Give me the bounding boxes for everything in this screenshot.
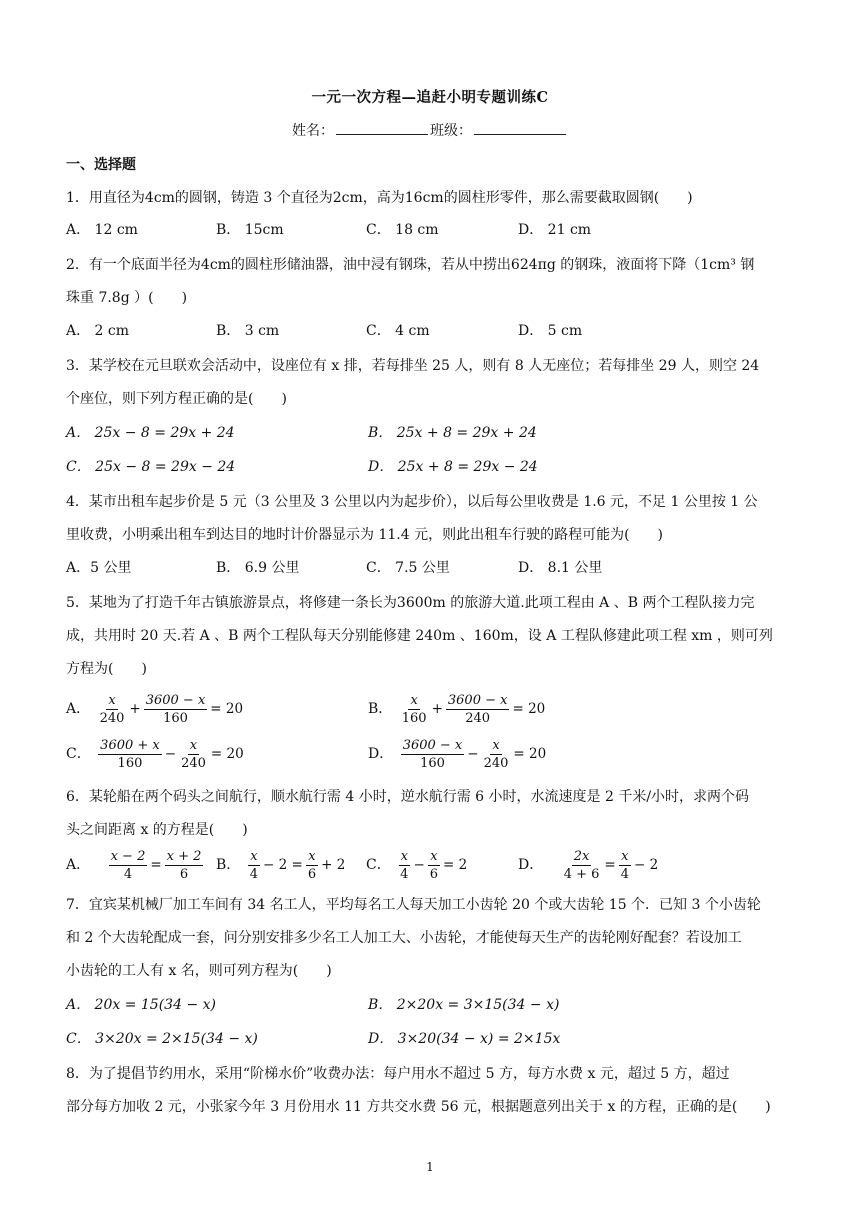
- denominator: 240: [99, 710, 125, 726]
- operator: − 2 =: [263, 857, 303, 873]
- class-blank: [474, 122, 566, 135]
- fraction: [179, 737, 208, 772]
- option-d-label: D．: [518, 857, 544, 873]
- option-b: B． 2×20x = 3×15(34 − x): [368, 997, 560, 1013]
- numerator: 3600 − x: [145, 692, 206, 708]
- question-4-options: [66, 556, 796, 580]
- question-6-line2: 头之间距离 x 的方程是( ): [66, 822, 248, 838]
- question-5: [66, 591, 796, 681]
- question-3: [66, 354, 796, 411]
- denominator: 4 + 6: [563, 866, 600, 882]
- question-8: [66, 1062, 796, 1119]
- denominator: 240: [465, 710, 491, 726]
- fraction: [619, 848, 631, 883]
- fraction: [144, 692, 208, 727]
- option-a: A．5 公里: [66, 560, 132, 576]
- option-a-label: A．: [66, 857, 91, 873]
- option-b: [368, 690, 545, 728]
- numerator: x − 2: [110, 848, 146, 864]
- option-b-label: B．: [368, 701, 393, 717]
- operator: +: [431, 701, 443, 717]
- fraction: [98, 737, 162, 772]
- denominator: 240: [483, 755, 509, 771]
- denominator: 160: [420, 755, 445, 771]
- option-b: B． 6.9 公里: [216, 560, 300, 576]
- option-c: C． 25x − 8 = 29x − 24: [66, 459, 236, 475]
- option-c-label: C．: [66, 746, 91, 762]
- name-class-row: [0, 120, 860, 140]
- denominator: 160: [117, 755, 143, 771]
- question-5-line2: 成，共用时 20 天.若 A 、B 两个工程队每天分别能修建 240m 、160m，设 A 工程队修建此项工程 xm ，则可列: [66, 628, 773, 644]
- numerator: x: [430, 848, 438, 864]
- question-8-line2: 部分每方加收 2 元，小张家今年 3 月份用水 11 方共交水费 56 元，根据题意列出关于 x 的方程，正确的是( ): [66, 1099, 771, 1115]
- option-c: C． 7.5 公里: [366, 560, 450, 576]
- option-a: [66, 690, 243, 728]
- option-a: A． 2 cm: [66, 323, 130, 339]
- page-number: 1: [426, 1160, 434, 1174]
- name-blank: [336, 122, 428, 135]
- option-d: D． 21 cm: [518, 222, 592, 238]
- numerator: 3600 + x: [100, 737, 160, 753]
- fraction: [401, 737, 465, 772]
- right-hand-side: = 20: [210, 746, 244, 762]
- question-5-options-row1: [66, 690, 796, 728]
- right-hand-side: = 2: [443, 857, 468, 873]
- numerator: 2x: [573, 848, 590, 864]
- option-b-label: B．: [216, 857, 241, 873]
- fraction: [109, 848, 148, 883]
- denominator: 4: [620, 866, 629, 882]
- operator: −: [413, 857, 425, 873]
- option-c: [366, 846, 467, 884]
- option-a-label: A．: [66, 701, 91, 717]
- numerator: x: [400, 848, 408, 864]
- denominator: 6: [429, 866, 439, 882]
- class-label: 班级：: [430, 123, 472, 139]
- option-a: A． 12 cm: [66, 222, 138, 238]
- option-c: C． 4 cm: [366, 323, 430, 339]
- question-2: [66, 253, 796, 310]
- question-4-line2: 里收费，小明乘出租车到达目的地时计价器显示为 11.4 元，则此出租车行驶的路程可能为( ): [66, 527, 663, 543]
- fraction: [482, 737, 511, 772]
- fraction: [562, 848, 602, 883]
- question-5-options-row2: [66, 735, 796, 773]
- option-d: D． 5 cm: [518, 323, 583, 339]
- numerator: x + 2: [166, 848, 202, 864]
- option-d: [518, 846, 658, 884]
- operator: +: [129, 701, 141, 717]
- right-hand-side: = 20: [210, 701, 244, 717]
- denominator: 160: [163, 710, 188, 726]
- option-a: [66, 846, 206, 884]
- operator: =: [604, 857, 616, 873]
- question-7-options-row1: [66, 993, 796, 1017]
- question-7-line1: 7．宜宾某机械厂加工车间有 34 名工人，平均每名工人每天加工小齿轮 20 个或大齿轮 15 个．已知 3 个小齿轮: [66, 897, 761, 913]
- question-6-line1: 6．某轮船在两个码头之间航行，顺水航行需 4 小时，逆水航行需 6 小时，水流速度是 2 千米/小时，求两个码: [66, 789, 750, 805]
- operator: =: [150, 857, 162, 873]
- right-hand-side: + 2: [321, 857, 346, 873]
- numerator: 3600 − x: [447, 692, 508, 708]
- question-1: [66, 186, 796, 210]
- question-5-line1: 5．某地为了打造千年古镇旅游景点，将修建一条长为3600m 的旅游大道.此项工程由 A 、B 两个工程队接力完: [66, 595, 755, 611]
- question-4-line1: 4．某市出租车起步价是 5 元（3 公里及 3 公里以内为起步价），以后每公里收费是 1.6 元，不足 1 公里按 1 公: [66, 494, 758, 510]
- option-d: D． 8.1 公里: [518, 560, 603, 576]
- option-b: B． 15cm: [216, 222, 284, 238]
- question-7-options-row2: [66, 1027, 796, 1051]
- option-c: C． 3×20x = 2×15(34 − x): [66, 1031, 258, 1047]
- fraction: [248, 848, 260, 883]
- fraction: [428, 848, 440, 883]
- option-c: [66, 735, 244, 773]
- question-8-line1: 8．为了提倡节约用水，采用“阶梯水价”收费办法：每户用水不超过 5 方，每方水费 x 元，超过 5 方，超过: [66, 1066, 730, 1082]
- option-a: A． 20x = 15(34 − x): [66, 997, 216, 1013]
- question-3-options-row2: [66, 455, 796, 479]
- question-1-options: [66, 218, 796, 242]
- option-c-label: C．: [366, 857, 391, 873]
- fraction: [98, 692, 127, 727]
- option-a: A． 25x − 8 = 29x + 24: [66, 425, 235, 441]
- numerator: x: [250, 848, 258, 864]
- denominator: 4: [123, 866, 133, 882]
- denominator: 4: [249, 866, 259, 882]
- right-hand-side: = 20: [512, 701, 546, 717]
- question-3-line2: 个座位，则下列方程正确的是( ): [66, 391, 287, 407]
- numerator: 3600 − x: [402, 737, 463, 753]
- question-6: [66, 785, 796, 842]
- numerator: x: [108, 692, 116, 708]
- question-3-options-row1: [66, 421, 796, 445]
- question-7: [66, 893, 796, 983]
- numerator: x: [189, 737, 198, 753]
- numerator: x: [410, 692, 418, 708]
- numerator: x: [621, 848, 629, 864]
- question-5-line3: 方程为( ): [66, 661, 147, 677]
- option-d: D． 25x + 8 = 29x − 24: [368, 459, 538, 475]
- option-b: B． 25x + 8 = 29x + 24: [368, 425, 537, 441]
- denominator: 160: [401, 710, 427, 726]
- denominator: 4: [400, 866, 409, 882]
- question-2-line1: 2．有一个底面半径为4cm的圆柱形储油器，油中浸有钢珠，若从中捞出624πg 的钢珠，液面将下降（1cm³ 钢: [66, 257, 755, 273]
- denominator: 6: [179, 866, 189, 882]
- denominator: 240: [181, 755, 206, 771]
- fraction: [400, 692, 429, 727]
- question-2-line2: 珠重 7.8g ）( ): [66, 290, 188, 306]
- right-hand-side: − 2: [633, 857, 659, 873]
- denominator: 6: [307, 866, 317, 882]
- fraction: [165, 848, 204, 883]
- question-3-line1: 3．某学校在元旦联欢会活动中，设座位有 x 排，若每排坐 25 人，则有 8 人无座位；若每排坐 29 人，则空 24: [66, 358, 760, 374]
- section-heading: 一、选择题: [66, 157, 136, 173]
- option-d-label: D．: [368, 746, 394, 762]
- operator: −: [164, 746, 177, 762]
- question-7-line3: 小齿轮的工人有 x 名，则可列方程为( ): [66, 963, 332, 979]
- option-b: B． 3 cm: [216, 323, 280, 339]
- fraction: [398, 848, 410, 883]
- question-6-options: [66, 846, 796, 884]
- numerator: x: [492, 737, 500, 753]
- numerator: x: [308, 848, 316, 864]
- option-b: [216, 846, 345, 884]
- option-d: [368, 735, 546, 773]
- question-1-text: 1．用直径为4cm的圆钢，铸造 3 个直径为2cm，高为16cm的圆柱形零件，那么需要截取圆钢( ): [66, 190, 693, 206]
- option-c: C． 18 cm: [366, 222, 439, 238]
- question-2-options: [66, 319, 796, 343]
- page-title: 一元一次方程—追赶小明专题训练C: [311, 89, 549, 106]
- name-label: 姓名：: [292, 123, 334, 139]
- fraction: [306, 848, 318, 883]
- right-hand-side: = 20: [513, 746, 547, 762]
- operator: −: [467, 746, 479, 762]
- question-4: [66, 490, 796, 547]
- question-7-line2: 和 2 个大齿轮配成一套，问分别安排多少名工人加工大、小齿轮，才能使每天生产的齿轮刚好配套？若设加工: [66, 930, 742, 946]
- option-d: D． 3×20(34 − x) = 2×15x: [368, 1031, 561, 1047]
- fraction: [446, 692, 510, 727]
